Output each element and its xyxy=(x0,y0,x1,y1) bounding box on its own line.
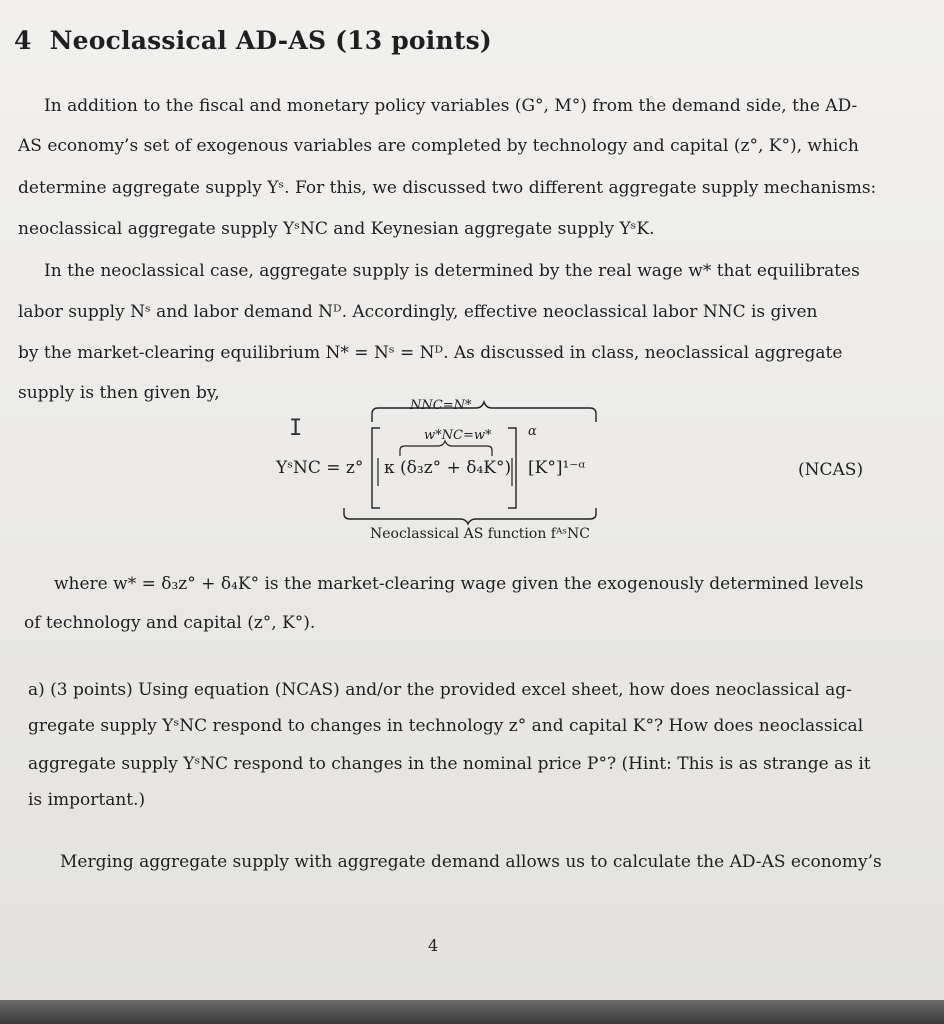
where-line-2: of technology and capital (z°, K°). xyxy=(24,613,316,633)
neoclassical-line-4: supply is then given by, xyxy=(18,383,220,403)
formula-body: κ (δ₃z° + δ₄K°) xyxy=(384,458,512,478)
neoclassical-line-3: by the market-clearing equilibrium N* = Nˢ = Nᴰ. As discussed in class, neoclassical aggregate xyxy=(18,343,843,363)
question-a-line-3: aggregate supply YˢNC respond to changes in the nominal price P°? (Hint: This is as strange as it xyxy=(28,754,871,774)
page-number: 4 xyxy=(428,936,439,955)
section-number: 4 xyxy=(14,26,32,55)
underbrace xyxy=(344,508,596,524)
intro-line-4: neoclassical aggregate supply YˢNC and Keynesian aggregate supply YˢK. xyxy=(18,219,655,239)
section-heading xyxy=(14,26,492,55)
question-a-line-2: gregate supply YˢNC respond to changes in technology z° and capital K°? How does neoclassical xyxy=(28,716,864,736)
merging-line: Merging aggregate supply with aggregate demand allows us to calculate the AD-AS economy’s xyxy=(60,852,882,872)
under-brace-label: Neoclassical AS function fᴬˢNC xyxy=(370,526,591,542)
text-cursor-icon: I xyxy=(289,416,303,441)
alpha-exponent: α xyxy=(528,424,537,439)
formula-lhs: YˢNC = z° xyxy=(276,458,364,478)
formula-capital-term: [K°]¹⁻ᵅ xyxy=(528,458,586,478)
inner-brace-label: w*NC=w* xyxy=(424,428,492,443)
top-brace-label: NNC=N* xyxy=(410,398,472,413)
section-title: Neoclassical AD-AS (13 points) xyxy=(49,26,492,55)
top-overbrace xyxy=(372,402,596,422)
equation-tag: (NCAS) xyxy=(798,460,864,480)
left-bracket xyxy=(372,428,380,508)
intro-line-1: In addition to the fiscal and monetary policy variables (G°, M°) from the demand side, the AD- xyxy=(44,96,858,116)
where-line-1: where w* = δ₃z° + δ₄K° is the market-clearing wage given the exogenously determined levels xyxy=(54,574,864,594)
intro-line-2: AS economy’s set of exogenous variables are completed by technology and capital (z°, K°), which xyxy=(18,136,859,156)
question-a-line-4: is important.) xyxy=(28,790,146,810)
question-a-line-1: a) (3 points) Using equation (NCAS) and/or the provided excel sheet, how does neoclassical ag- xyxy=(28,680,852,700)
inner-overbrace xyxy=(400,441,492,456)
neoclassical-line-2: labor supply Nˢ and labor demand Nᴰ. Accordingly, effective neoclassical labor NNC is given xyxy=(18,302,818,322)
intro-line-3: determine aggregate supply Yˢ. For this, we discussed two different aggregate supply mechanisms: xyxy=(18,178,877,198)
screen-bottom-edge xyxy=(0,1000,944,1024)
neoclassical-line-1: In the neoclassical case, aggregate supply is determined by the real wage w* that equilibrates xyxy=(44,261,860,281)
